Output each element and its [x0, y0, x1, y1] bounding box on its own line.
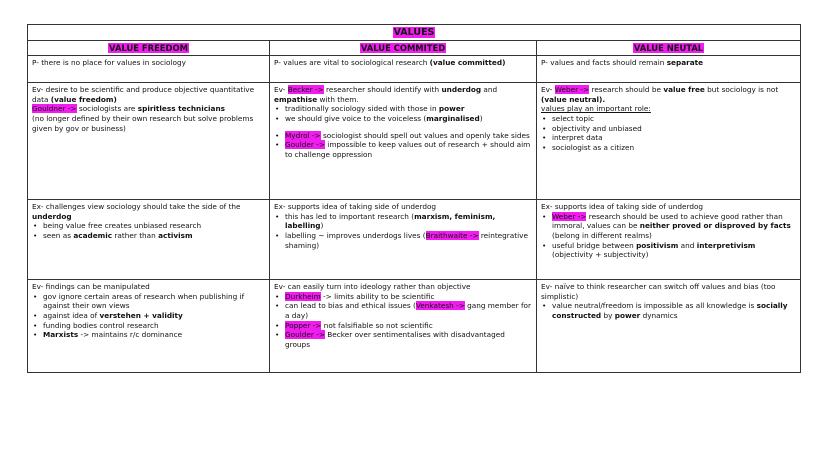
header-cell-value-neutral — [537, 40, 801, 56]
text: useful bridge between — [552, 240, 637, 250]
bold-text: power — [438, 104, 465, 114]
text: ) — [320, 221, 324, 231]
text: traditionally sociology sided with those in — [285, 104, 439, 114]
bold-text: power — [614, 310, 641, 320]
text: Becker over sentimentalises with disadvantaged groups — [285, 330, 505, 349]
explanation-value-freedom — [28, 200, 270, 280]
highlight-goulder: Goulder -> — [285, 330, 325, 340]
list-item — [552, 212, 796, 241]
text: can lead to bias and ethical issues ( — [285, 301, 416, 311]
text: Ex- supports idea of taking side of underdog — [541, 202, 704, 212]
bold-text: neither proved or disproved by facts — [639, 221, 791, 231]
bold-text: marginalised — [426, 113, 480, 123]
text: Ex- challenges view sociology should take the side of the — [32, 202, 241, 212]
text: not falsifiable so not scientific — [321, 320, 433, 330]
bullet-list — [541, 212, 796, 260]
text: (no longer defined by their own research but solve problems given by gov or business) — [32, 113, 254, 133]
text: Ex- supports idea of taking side of underdog — [274, 202, 437, 212]
title-row — [28, 25, 801, 41]
point-row — [28, 56, 801, 83]
text: ) — [479, 113, 483, 123]
list-item — [285, 231, 532, 250]
bullet-list — [541, 114, 796, 152]
highlight-mydrol: Mydrol -> — [285, 130, 321, 140]
highlight-popper: Popper -> — [285, 320, 322, 330]
list-item — [285, 330, 532, 349]
bold-text: positivism — [636, 240, 679, 250]
bullet-list — [274, 131, 532, 160]
list-item — [285, 114, 532, 124]
text: this has led to important research ( — [285, 211, 415, 221]
list-item: • sociologist as a citizen — [552, 143, 796, 153]
bold-text: separate — [666, 58, 704, 68]
text: gang member for a day) — [285, 301, 531, 320]
text: against idea of — [43, 310, 100, 320]
list-item — [552, 241, 796, 260]
list-item: • interpret data — [552, 133, 796, 143]
text: value neutral/freedom is impossible as all knowledge is — [552, 301, 757, 311]
text: Ev- findings can be manipulated — [32, 282, 150, 292]
list-item — [285, 131, 532, 141]
text: -> maintains r/c dominance — [78, 330, 183, 340]
bold-text: value free — [663, 85, 705, 95]
text: and — [481, 85, 498, 95]
list-item — [285, 140, 532, 159]
evidence-value-freedom — [28, 83, 270, 200]
highlight-becker: Becker -> — [287, 85, 324, 95]
header-row — [28, 40, 801, 56]
highlight-goulder: Goulder -> — [285, 140, 325, 150]
values-table — [27, 24, 801, 373]
list-item: • select topic — [552, 114, 796, 124]
text: sociologist should spell out values and openly take sides — [320, 130, 530, 140]
text: rather than — [112, 230, 159, 240]
text: impossible to keep values out of research + should aim to challenge oppression — [285, 140, 531, 159]
header-value-committed: VALUE COMMITED — [360, 42, 446, 53]
highlight-weber: Weber -> — [554, 85, 590, 95]
bullet-list — [541, 301, 796, 320]
explanation-value-committed — [270, 200, 537, 280]
text: but sociology is not — [704, 85, 779, 95]
text: research should be — [589, 85, 664, 95]
list-item: • funding bodies control research — [43, 321, 265, 331]
values-sheet — [27, 24, 800, 373]
text: (belong in different realms) — [552, 230, 652, 240]
bold-text: spiritless technicians — [137, 104, 226, 114]
header-value-freedom: VALUE FREEDOM — [109, 42, 188, 53]
bullet-list — [32, 292, 265, 340]
list-item — [43, 311, 265, 321]
header-cell-value-committed — [270, 40, 537, 56]
list-item — [285, 212, 532, 231]
underlined-text: values play an important role: — [541, 104, 651, 114]
highlight-weber: Weber -> — [552, 211, 587, 221]
bullet-list — [274, 104, 532, 123]
bold-text: empathise — [274, 94, 318, 104]
text: labelling ~ improves underdogs lives ( — [285, 230, 426, 240]
explanation-row — [28, 200, 801, 280]
explanation-value-neutral — [537, 200, 801, 280]
bold-text: socially constructed — [552, 301, 788, 320]
bullet-list — [274, 212, 532, 250]
text: research should be used to achieve good rather than immoral, values can be — [552, 211, 783, 231]
text: P- values and facts should remain — [541, 58, 667, 68]
text: seen as — [43, 230, 74, 240]
bold-text: (value committed) — [429, 58, 506, 68]
bold-text: academic — [73, 230, 113, 240]
list-item — [285, 321, 532, 331]
list-item: • gov ignore certain areas of research when publishing if against their own views — [43, 292, 265, 311]
highlight-gouldner: Gouldner -> — [32, 104, 77, 114]
bold-text: marxism, feminism, labelling — [285, 211, 496, 231]
text: we should give voice to the voiceless ( — [285, 113, 427, 123]
list-item — [552, 301, 796, 320]
spacer — [274, 124, 532, 131]
list-item — [43, 330, 265, 340]
evaluation-value-neutral — [537, 280, 801, 373]
point-value-committed — [270, 56, 537, 83]
list-item — [43, 231, 265, 241]
evidence-value-committed — [270, 83, 537, 200]
text: Ev- desire to be scientific and produce objective quantitative data — [32, 85, 255, 104]
evidence-value-neutral — [537, 83, 801, 200]
bold-text: underdog — [441, 85, 482, 95]
bold-text: (value neutral). — [541, 94, 606, 104]
text: Ev- can easily turn into ideology rather than objective — [274, 282, 471, 292]
text: (objectivity + subjectivity) — [552, 250, 649, 260]
text: with them. — [317, 94, 359, 104]
text: reintegrative shaming) — [285, 230, 528, 250]
evidence-row — [28, 83, 801, 200]
bullet-list — [274, 292, 532, 350]
text: P- there is no place for values in sociology — [32, 58, 186, 68]
title-cell — [28, 25, 801, 41]
text: sociologists are — [76, 104, 138, 114]
text: by — [601, 310, 615, 320]
bold-text: activism — [158, 230, 193, 240]
table-title: VALUES — [393, 27, 435, 38]
text: Ev- — [274, 85, 288, 95]
point-value-freedom — [28, 56, 270, 83]
header-value-neutral: VALUE NEUTAL — [633, 42, 704, 53]
text: -> limits ability to be scientific — [320, 291, 435, 301]
highlight-braithwaite: Braithwaite -> — [425, 230, 479, 240]
point-value-neutral — [537, 56, 801, 83]
list-item — [285, 301, 532, 320]
list-item — [285, 292, 532, 302]
bold-text: interpretivism — [696, 240, 756, 250]
bold-text: (value freedom) — [50, 94, 117, 104]
list-item — [285, 104, 532, 114]
bold-text: verstehen + validity — [99, 310, 183, 320]
evaluation-value-committed — [270, 280, 537, 373]
highlight-durkheim: Durkheim — [285, 291, 321, 301]
text: Ev- — [541, 85, 555, 95]
text: researcher should identify with — [323, 85, 442, 95]
list-item: • objectivity and unbiased — [552, 124, 796, 134]
bold-text: Marxists — [43, 330, 79, 340]
evaluation-value-freedom — [28, 280, 270, 373]
text: and — [678, 240, 697, 250]
bullet-list — [32, 221, 265, 240]
text: P- values are vital to sociological research — [274, 58, 430, 68]
evaluation-row — [28, 280, 801, 373]
text: Ev- naïve to think researcher can switch off values and bias (too simplistic) — [541, 282, 776, 301]
bold-text: underdog — [32, 211, 72, 221]
list-item: • being value free creates unbiased research — [43, 221, 265, 231]
text: dynamics — [640, 310, 678, 320]
highlight-venkatesh: Venkatesh -> — [415, 301, 465, 311]
header-cell-value-freedom — [28, 40, 270, 56]
